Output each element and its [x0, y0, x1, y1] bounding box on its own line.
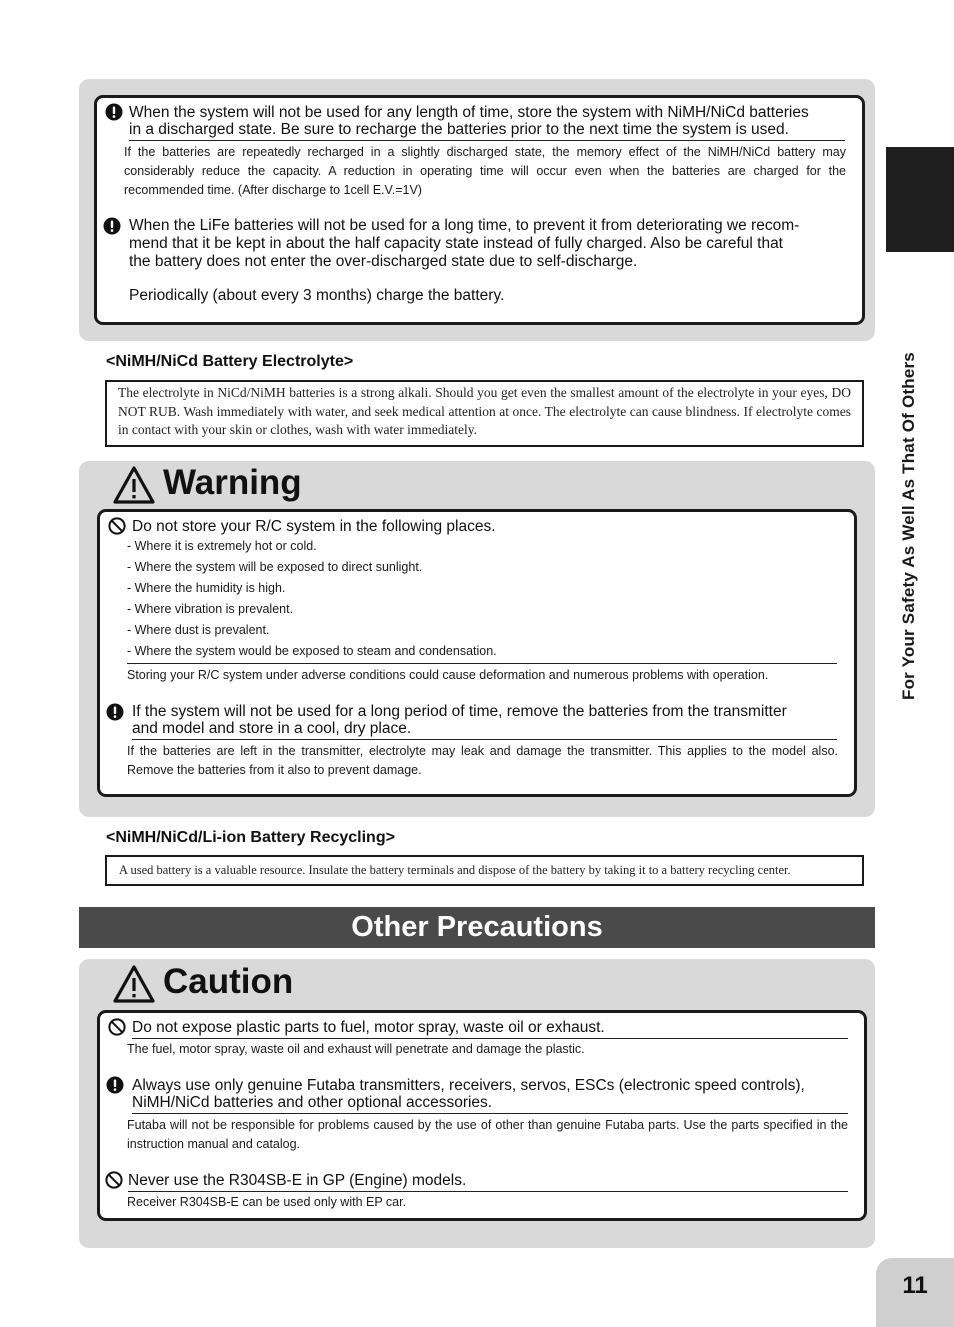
storage-item2-extra: Periodically (about every 3 months) charge the battery. — [129, 287, 505, 304]
caution-item2-note: Futaba will not be responsible for problems caused by the use of other than genuine Futaba parts. Use the parts specified in the instruction manual and catalog. — [127, 1118, 848, 1151]
caution-item1-note: The fuel, motor spray, waste oil and exhaust will penetrate and damage the plastic. — [127, 1042, 585, 1056]
warning-title: Warning — [163, 463, 302, 502]
exclamation-circle-icon — [103, 217, 121, 235]
prohibition-icon — [108, 1018, 126, 1036]
warning-item2-line1: If the system will not be used for a long period of time, remove the batteries from the transmitter — [132, 703, 787, 720]
exclamation-circle-icon — [106, 703, 124, 721]
storage-item1-line2: in a discharged state. Be sure to recharge the batteries prior to the next time the system is used. — [129, 121, 845, 141]
caution-item1-main: Do not expose plastic parts to fuel, motor spray, waste oil or exhaust. — [132, 1019, 848, 1039]
warning-triangle-icon — [113, 965, 155, 1003]
recycling-heading: <NiMH/NiCd/Li-ion Battery Recycling> — [106, 829, 395, 846]
electrolyte-heading: <NiMH/NiCd Battery Electrolyte> — [106, 353, 354, 370]
caution-title: Caution — [163, 962, 294, 1001]
section-title-vertical: For Your Safety As Well As That Of Others — [899, 352, 918, 700]
electrolyte-box: The electrolyte in NiCd/NiMH batteries is a strong alkali. Should you get even the smallest amount of the electrolyte in your eyes, DO NOT RUB. Wash immediately with water, and seek medical attention at once. The electrolyte can cause blindness. If electrolyte comes in contact with your skin or clothes, wash with water immediately. — [105, 380, 864, 447]
warning-item1-note: Storing your R/C system under adverse conditions could cause deformation and numerous problems with operation. — [127, 668, 769, 682]
warning-place-1: - Where it is extremely hot or cold. — [127, 539, 317, 553]
caution-item2-line2: NiMH/NiCd batteries and other optional accessories. — [132, 1094, 848, 1114]
warning-triangle-icon — [113, 466, 155, 504]
caution-item3-note: Receiver R304SB-E can be used only with EP car. — [127, 1195, 407, 1209]
warning-place-5: - Where dust is prevalent. — [127, 623, 270, 637]
warning-place-2: - Where the system will be exposed to direct sunlight. — [127, 560, 423, 574]
caution-item3-main: Never use the R304SB-E in GP (Engine) models. — [128, 1172, 848, 1192]
storage-item2-line2: mend that it be kept in about the half capacity state instead of fully charged. Also be careful that — [129, 235, 783, 252]
warning-place-3: - Where the humidity is high. — [127, 581, 286, 595]
caution-item2-line1: Always use only genuine Futaba transmitters, receivers, servos, ESCs (electronic speed controls), — [132, 1077, 805, 1094]
storage-item1-note: If the batteries are repeatedly recharged in a slightly discharged state, the memory effect of the NiMH/NiCd battery may considerably reduce the capacity. A reduction in operating time will occur even when the batteries are charged for the recommended time. (After discharge to 1cell E.V.=1V) — [124, 145, 846, 197]
exclamation-circle-icon — [106, 1076, 124, 1094]
other-precautions-band: Other Precautions — [79, 907, 875, 948]
storage-item2-line1: When the LiFe batteries will not be used for a long time, to prevent it from deteriorating we recom- — [129, 217, 800, 234]
warning-item2-line2: and model and store in a cool, dry place. — [132, 720, 837, 740]
page-number: 11 — [902, 1272, 928, 1299]
warning-item1-main: Do not store your R/C system in the following places. — [132, 518, 496, 535]
warning-place-6: - Where the system would be exposed to steam and condensation. — [127, 644, 497, 658]
storage-item2-line3: the battery does not enter the over-discharged state due to self-discharge. — [129, 253, 638, 270]
recycling-box: A used battery is a valuable resource. Insulate the battery terminals and dispose of the battery by taking it to a battery recycling center. — [105, 855, 864, 886]
section-tab — [886, 147, 954, 252]
warning-place-4: - Where vibration is prevalent. — [127, 602, 294, 616]
warning-item2-note: If the batteries are left in the transmitter, electrolyte may leak and damage the transmitter. This applies to the model also. Remove the batteries from it also to prevent damage. — [127, 744, 838, 777]
exclamation-circle-icon — [105, 103, 123, 121]
storage-item1-line1: When the system will not be used for any length of time, store the system with NiMH/NiCd batteries — [129, 104, 809, 121]
prohibition-icon — [108, 517, 126, 535]
warning-divider — [127, 663, 837, 664]
prohibition-icon — [105, 1171, 123, 1189]
